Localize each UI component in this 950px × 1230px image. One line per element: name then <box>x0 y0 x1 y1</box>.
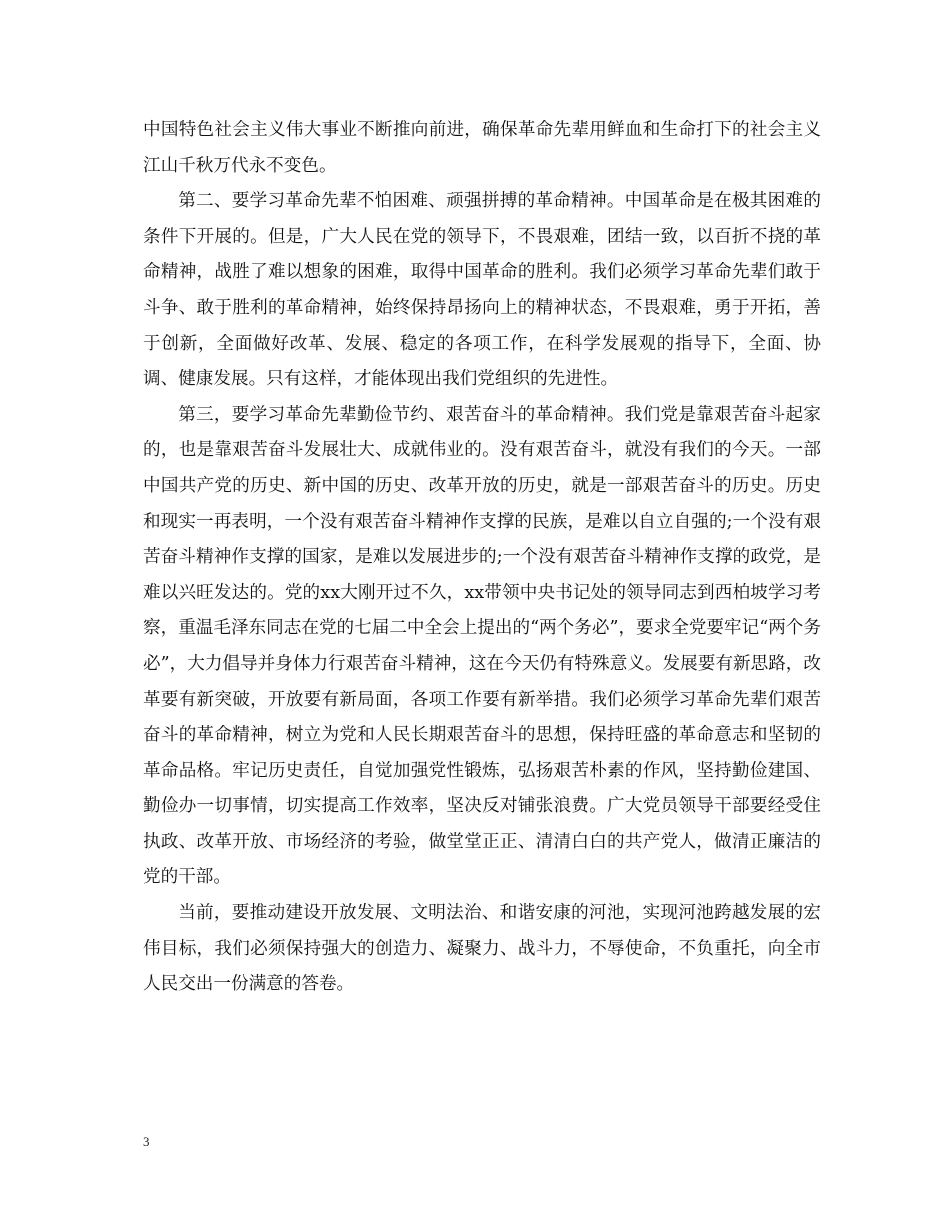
body-text <box>143 113 821 1003</box>
paragraph-continuation: 中国特色社会主义伟大事业不断推向前进，确保革命先辈用鲜血和生命打下的社会主义江山千秋万代永不变色。 <box>143 120 821 176</box>
paragraph-third-point: 第三，要学习革命先辈勤俭节约、艰苦奋斗的革命精神。我们党是靠艰苦奋斗起家的，也是靠艰苦奋斗发展壮大、成就伟业的。没有艰苦奋斗，就没有我们的今天。一部中国共产党的历史、新中国的历史、改革开放的历史，就是一部艰苦奋斗的历史。历史和现实一再表明，一个没有艰苦奋斗精神作支撑的民族，是难以自立自强的;一个没有艰苦奋斗精神作支撑的国家，是难以发展进步的;一个没有艰苦奋斗精神作支撑的政党，是难以兴旺发达的。党的xx大刚开过不久，xx带领中央书记处的领导同志到西柏坡学习考察，重温毛泽东同志在党的七届二中全会上提出的“两个务必”，要求全党要牢记“两个务必”，大力倡导并身体力行艰苦奋斗精神，这在今天仍有特殊意义。发展要有新思路，改革要有新突破，开放要有新局面，各项工作要有新举措。我们必须学习革命先辈们艰苦奋斗的革命精神，树立为党和人民长期艰苦奋斗的思想，保持旺盛的革命意志和坚韧的革命品格。牢记历史责任，自觉加强党性锻炼，弘扬艰苦朴素的作风，坚持勤俭建国、勤俭办一切事情，切实提高工作效率，坚决反对铺张浪费。广大党员领导干部要经受住执政、改革开放、市场经济的考验，做堂堂正正、清清白白的共产党人，做清正廉洁的党的干部。 <box>143 404 821 888</box>
page-number: 3 <box>143 1134 150 1149</box>
paragraph-second-point: 第二、要学习革命先辈不怕困难、顽强拼搏的革命精神。中国革命是在极其困难的条件下开展的。但是，广大人民在党的领导下，不畏艰难，团结一致，以百折不挠的革命精神，战胜了难以想象的困难，取得中国革命的胜利。我们必须学习革命先辈们敢于斗争、敢于胜利的革命精神，始终保持昂扬向上的精神状态，不畏艰难，勇于开拓，善于创新，全面做好改革、发展、稳定的各项工作，在科学发展观的指导下，全面、协调、健康发展。只有这样，才能体现出我们党组织的先进性。 <box>143 191 821 390</box>
paragraph-conclusion: 当前，要推动建设开放发展、文明法治、和谐安康的河池，实现河池跨越发展的宏伟目标，我们必须保持强大的创造力、凝聚力、战斗力，不辱使命，不负重托，向全市人民交出一份满意的答卷。 <box>143 903 821 995</box>
